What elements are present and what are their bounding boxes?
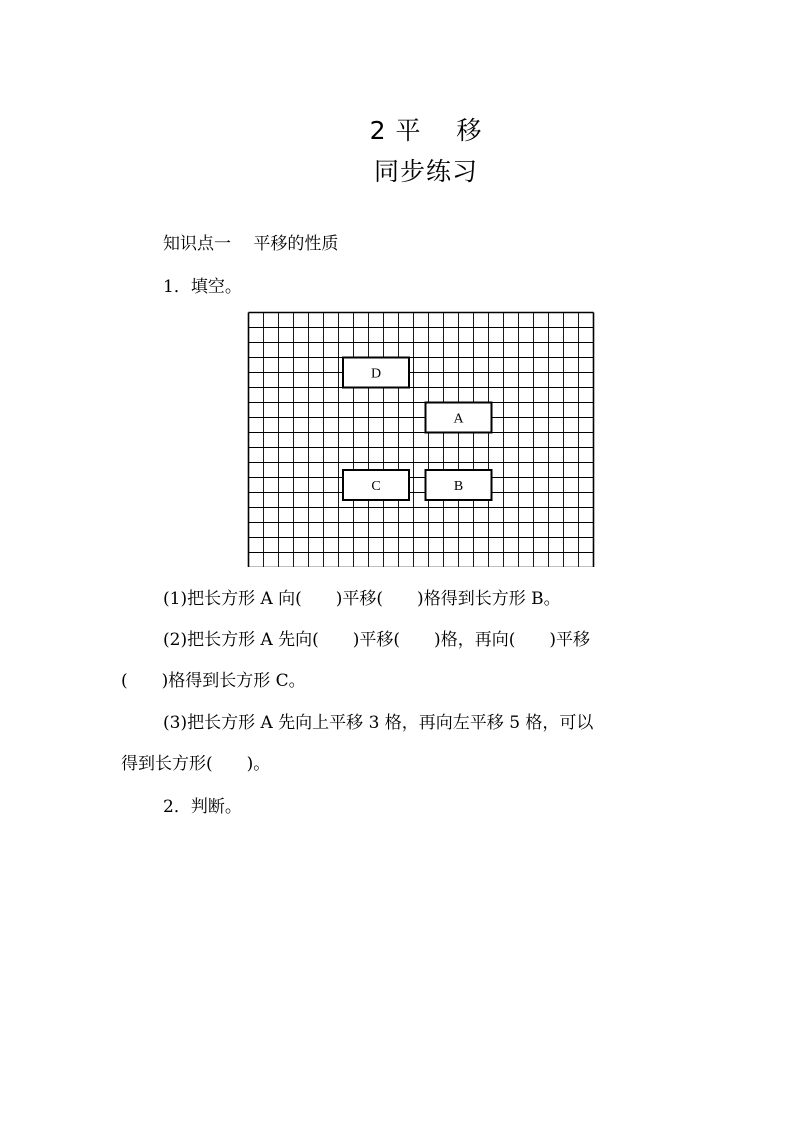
rectangle-label-a: A <box>453 411 464 427</box>
question-1-sub-1: (1)把长方形 A 向( )平移( )格得到长方形 B。 <box>163 589 561 609</box>
question-1-sub-2-line-1: (2)把长方形 A 先向( )平移( )格，再向( )平移 <box>163 630 590 650</box>
section-heading: 知识点一 平移的性质 <box>163 234 339 254</box>
question-2-label: 2．判断。 <box>163 797 242 817</box>
rectangle-label-b: B <box>453 479 464 494</box>
translation-grid <box>247 311 595 567</box>
question-1-sub-3-line-2: 得到长方形( )。 <box>121 754 271 774</box>
page-subtitle: 同步练习 <box>373 157 478 186</box>
rectangle-label-d: D <box>370 366 382 382</box>
question-1-sub-3-line-1: (3)把长方形 A 先向上平移 3 格，再向左平移 5 格，可以 <box>163 713 594 733</box>
question-1-sub-2-line-2: ( )格得到长方形 C。 <box>121 671 306 691</box>
page-title: 2 平 移 <box>369 116 483 145</box>
question-1-label: 1．填空。 <box>163 277 242 297</box>
rectangle-label-c: C <box>371 479 381 494</box>
